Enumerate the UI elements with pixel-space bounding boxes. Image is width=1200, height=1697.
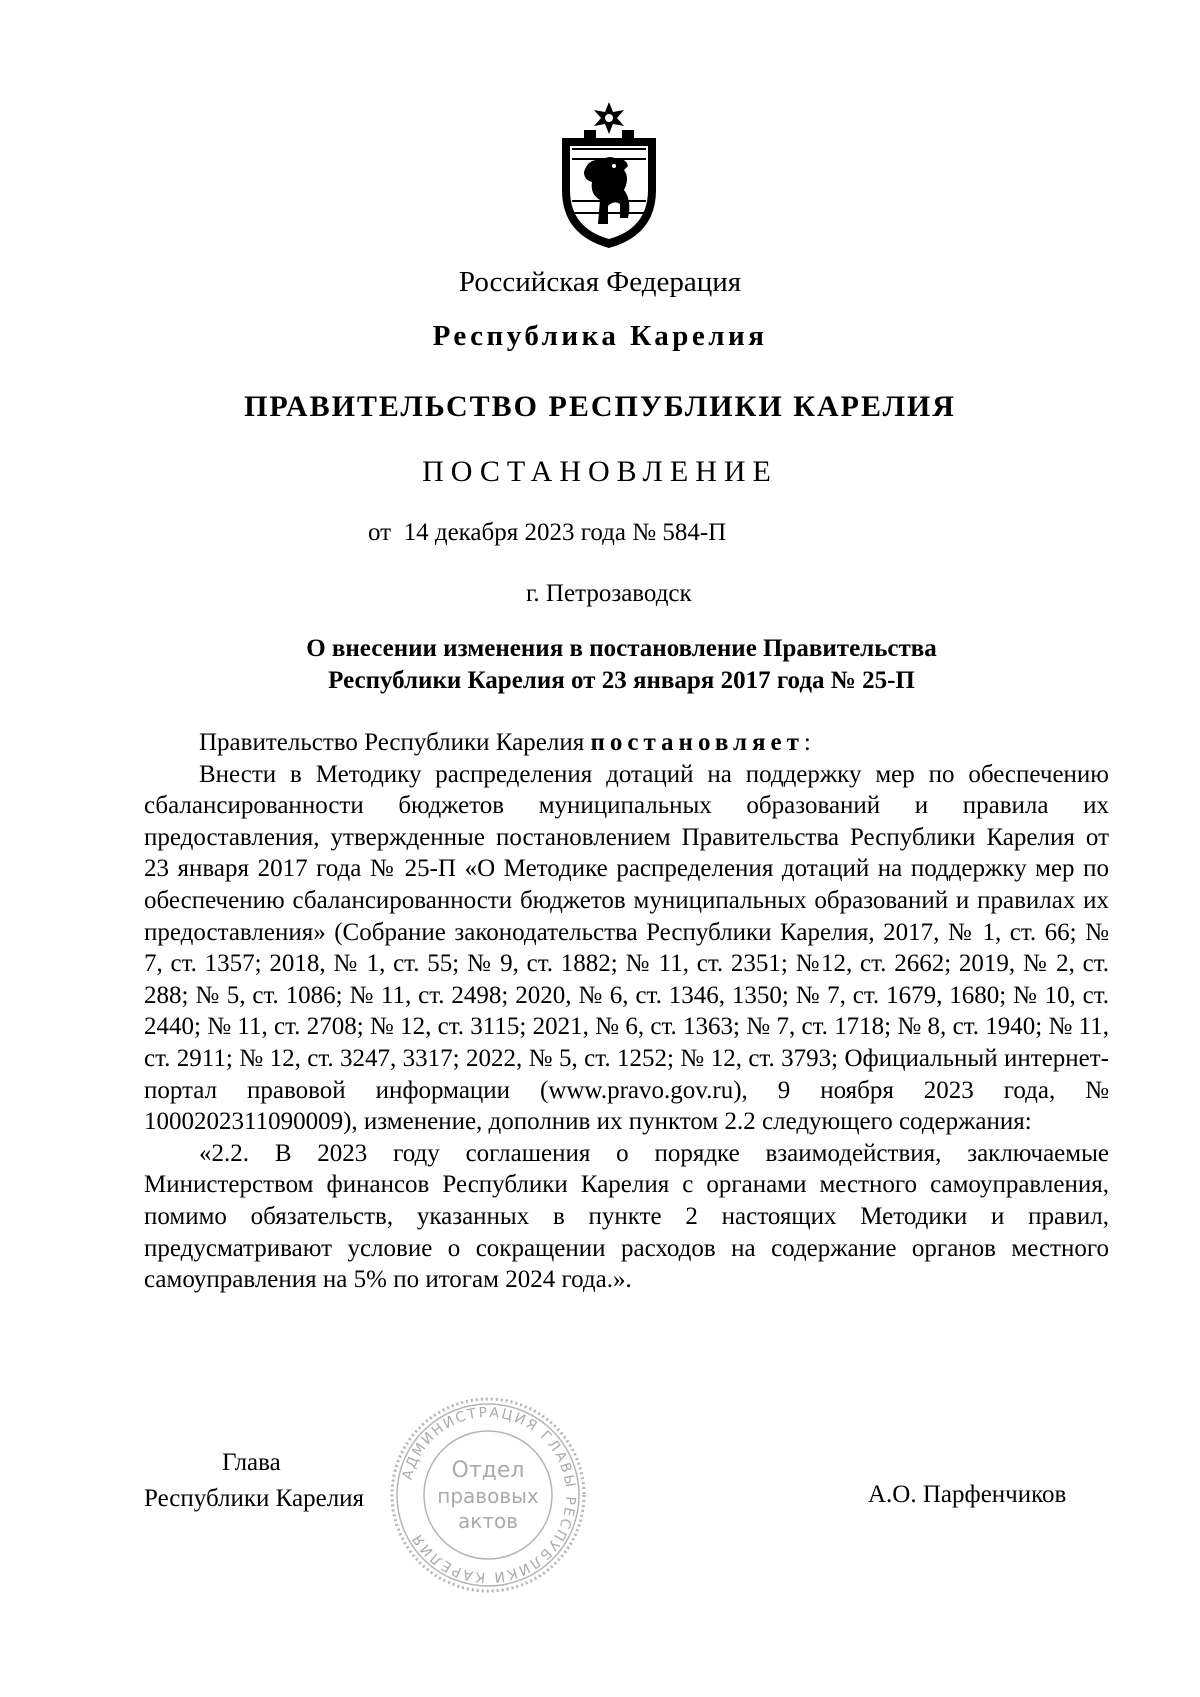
coat-of-arms-emblem [554,100,664,250]
resolves-word: постановляет [590,729,804,756]
document-type: ПОСТАНОВЛЕНИЕ [422,455,778,488]
title-line-1: О внесении изменения в постановление Правительства [306,635,937,662]
svg-text:АДМИНИСТРАЦИЯ ГЛАВЫ РЕСПУБЛИКИ: АДМИНИСТРАЦИЯ ГЛАВЫ РЕСПУБЛИКИ КАРЕЛИЯ [399,1404,579,1586]
intro-tail: : [803,729,811,756]
signatory-position [144,1445,364,1517]
svg-text:Отдел: Отдел [451,1458,525,1483]
document-body [144,727,1109,1296]
republic-heading: Республика Карелия [432,320,768,352]
svg-text:актов: актов [457,1509,519,1533]
paragraph-new-clause: «2.2. В 2023 году соглашения о порядке взаимодействия, заключаемые Министерством финансов Республики Карелия с органами местного самоуправления, помимо обязательств, указанных в пункте 2 настоящих Методики и правил, предусматривают условие о сокращении расходов на содержание органов местного самоуправления на 5% по итогам 2024 года.». [144,1139,1109,1294]
intro-paragraph [144,727,1109,759]
title-line-2: Республики Карелия от 23 января 2017 года № 25-П [328,667,915,694]
position-line-1: Глава [222,1449,281,1476]
decree-date-number: от 14 декабря 2023 года № 584-П [368,519,727,546]
svg-text:правовых: правовых [437,1484,539,1508]
country-heading: Российская Федерация [458,266,742,298]
document-title [0,633,1200,697]
signatory-name: А.О. Парфенчиков [868,1481,1067,1508]
official-stamp [388,1395,588,1595]
position-line-2: Республики Карелия [144,1485,365,1512]
intro-lead: Правительство Республики Карелия [199,729,591,756]
city: г. Петрозаводск [526,580,692,607]
paragraph-amendment: Внести в Методику распределения дотаций на поддержку мер по обеспечению сбалансированности бюджетов муниципальных образований и правила их предоставления, утвержденные постановлением Правительства Республики Карелия от 23 января 2017 года № 25-П «О Методике распределения дотаций на поддержку мер по обеспечению сбалансированности бюджетов муниципальных образований и правилах их предоставления» (Собрание законодательства Республики Карелия, 2017, № 1, ст. 66; № 7, ст. 1357; 2018, № 1, ст. 55; № 9, ст. 1882; № 11, ст. 2351; №12, ст. 2662; 2019, № 2, ст. 288; № 5, ст. 1086; № 11, ст. 2498; 2020, № 6, ст. 1346, 1350; № 7, ст. 1679, 1680; № 10, ст. 2440; № 11, ст. 2708; № 12, ст. 3115; 2021, № 6, ст. 1363; № 7, ст. 1718; № 8, ст. 1940; № 11, ст. 2911; № 12, ст. 3247, 3317; 2022, № 5, ст. 1252; № 12, ст. 3793; Официальный интернет-портал правовой информации (www.pravo.gov.ru), 9 ноября 2023 года, № 1000202311090009), изменение, дополнив их пунктом 2.2 следующего содержания: [144,760,1109,1136]
government-heading: ПРАВИТЕЛЬСТВО РЕСПУБЛИКИ КАРЕЛИЯ [244,390,956,423]
